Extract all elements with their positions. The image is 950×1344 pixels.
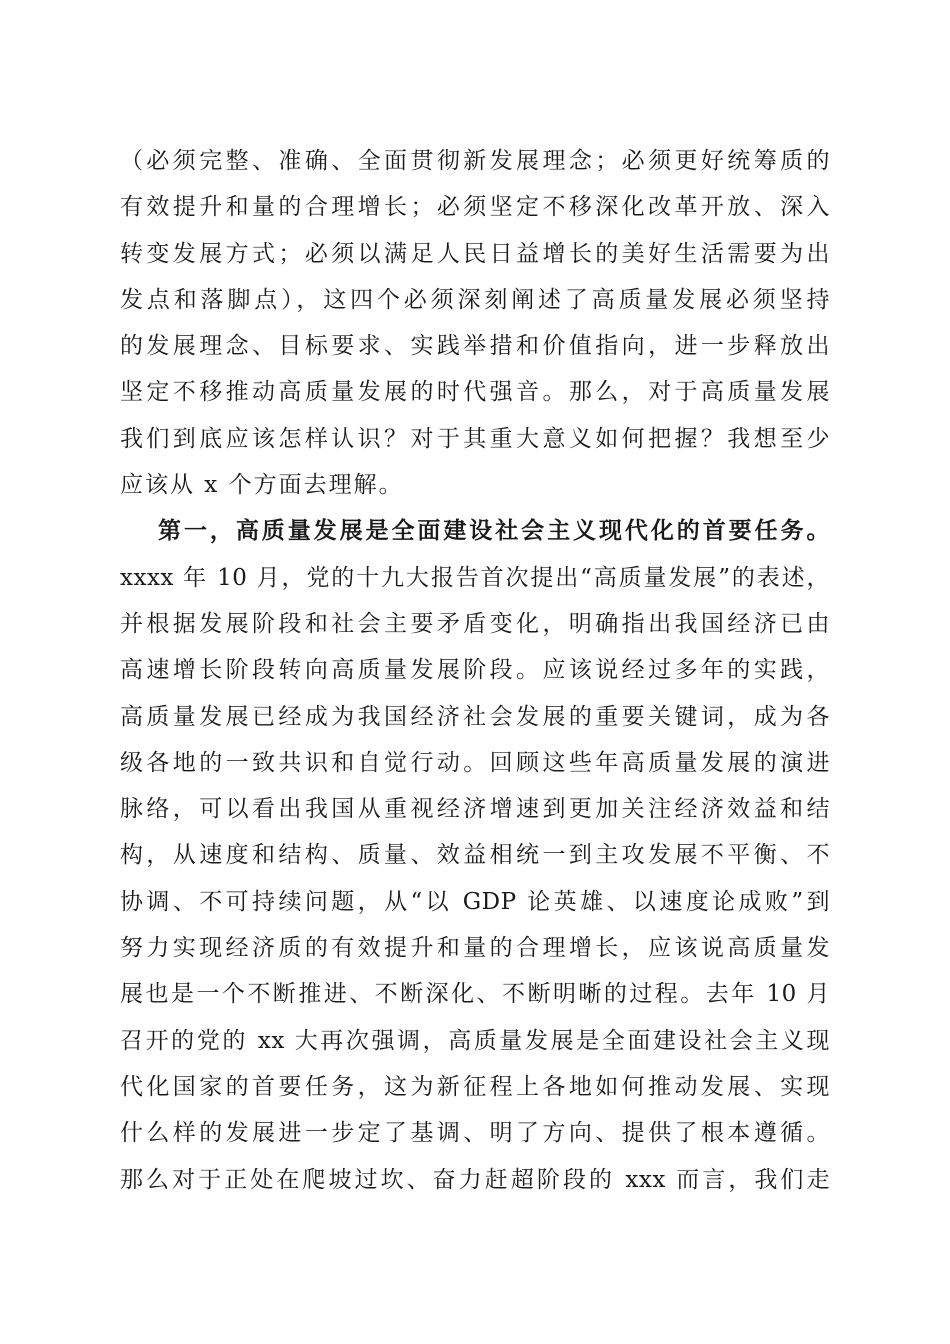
document-page: [120, 138, 830, 1203]
paragraph-line: 级各地的一致共识和自觉行动。回顾这些年高质量发展的演进: [120, 749, 830, 776]
paragraph-line: xxxx 年 10 月，党的十九大报告首次提出“高质量发展”的表述，: [120, 564, 830, 591]
paragraph-line: 的发展理念、目标要求、实践举措和价值指向，进一步释放出: [120, 333, 830, 360]
paragraph-2: [120, 508, 830, 1202]
paragraph-line: 转变发展方式；必须以满足人民日益增长的美好生活需要为出: [120, 240, 830, 267]
paragraph-1: [120, 138, 830, 508]
paragraph-line: 并根据发展阶段和社会主要矛盾变化，明确指出我国经济已由: [120, 610, 830, 637]
paragraph-line: 协调、不可持续问题，从“以 GDP 论英雄、以速度论成败”到: [120, 888, 830, 915]
paragraph-line: 发点和落脚点），这四个必须深刻阐述了高质量发展必须坚持: [120, 286, 830, 313]
paragraph-line: 有效提升和量的合理增长；必须坚定不移深化改革开放、深入: [120, 194, 830, 221]
paragraph-line: 代化国家的首要任务，这为新征程上各地如何推动发展、实现: [120, 1073, 830, 1100]
paragraph-line: 高速增长阶段转向高质量发展阶段。应该说经过多年的实践，: [120, 657, 830, 684]
paragraph-line: 展也是一个不断推进、不断深化、不断明晰的过程。去年 10 月: [120, 981, 830, 1008]
paragraph-line: 应该从 x 个方面去理解。: [120, 472, 404, 499]
paragraph-line: 高质量发展已经成为我国经济社会发展的重要关键词，成为各: [120, 703, 830, 730]
paragraph-line: 脉络，可以看出我国从重视经济增速到更加关注经济效益和结: [120, 796, 830, 823]
paragraph-line: 召开的党的 xx 大再次强调，高质量发展是全面建设社会主义现: [120, 1027, 830, 1054]
paragraph-line: 努力实现经济质的有效提升和量的合理增长，应该说高质量发: [120, 935, 830, 962]
paragraph-line: 坚定不移推动高质量发展的时代强音。那么，对于高质量发展: [120, 379, 830, 406]
paragraph-line: 那么对于正处在爬坡过坎、奋力赶超阶段的 xxx 而言，我们走: [120, 1166, 830, 1193]
section-heading: 第一，高质量发展是全面建设社会主义现代化的首要任务。: [158, 517, 830, 545]
paragraph-line: 什么样的发展进一步定了基调、明了方向、提供了根本遵循。: [120, 1120, 830, 1147]
paragraph-line: 构，从速度和结构、质量、效益相统一到主攻发展不平衡、不: [120, 842, 830, 869]
paragraph-line: 我们到底应该怎样认识？对于其重大意义如何把握？我想至少: [120, 425, 830, 452]
paragraph-line: （必须完整、准确、全面贯彻新发展理念；必须更好统筹质的: [120, 148, 830, 174]
